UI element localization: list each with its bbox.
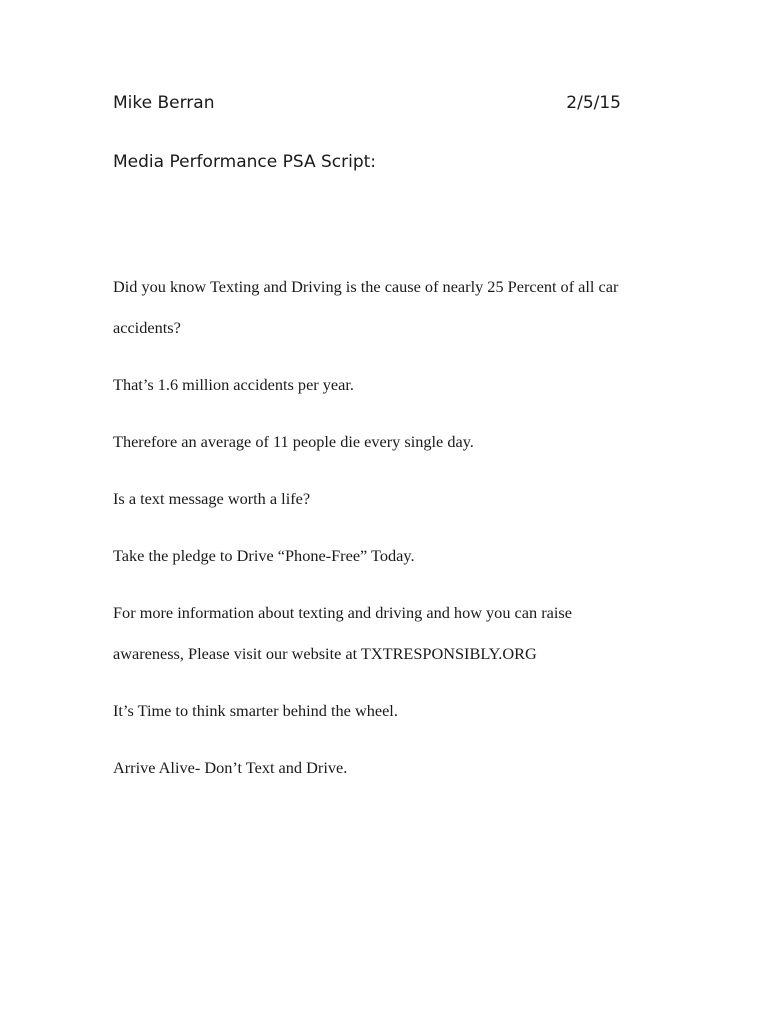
script-line-3: Therefore an average of 11 people die every single day.: [113, 432, 474, 451]
psa-script-body: [113, 266, 643, 804]
author-name: Mike Berran: [113, 93, 215, 113]
document-title: Media Performance PSA Script:: [113, 152, 377, 172]
script-line-6: For more information about texting and driving and how you can raise awareness, Please visit our website at TXTRESPONSIBLY.ORG: [113, 603, 572, 663]
script-line-1: Did you know Texting and Driving is the cause of nearly 25 Percent of all car accidents?: [113, 277, 619, 337]
script-line-7: It’s Time to think smarter behind the wheel.: [113, 701, 398, 720]
script-line-8: Arrive Alive- Don’t Text and Drive.: [113, 758, 348, 777]
script-line-2: That’s 1.6 million accidents per year.: [113, 375, 354, 394]
script-line-5: Take the pledge to Drive “Phone-Free” Today.: [113, 546, 415, 565]
script-line-4: Is a text message worth a life?: [113, 489, 311, 508]
document-date: 2/5/15: [566, 93, 621, 113]
